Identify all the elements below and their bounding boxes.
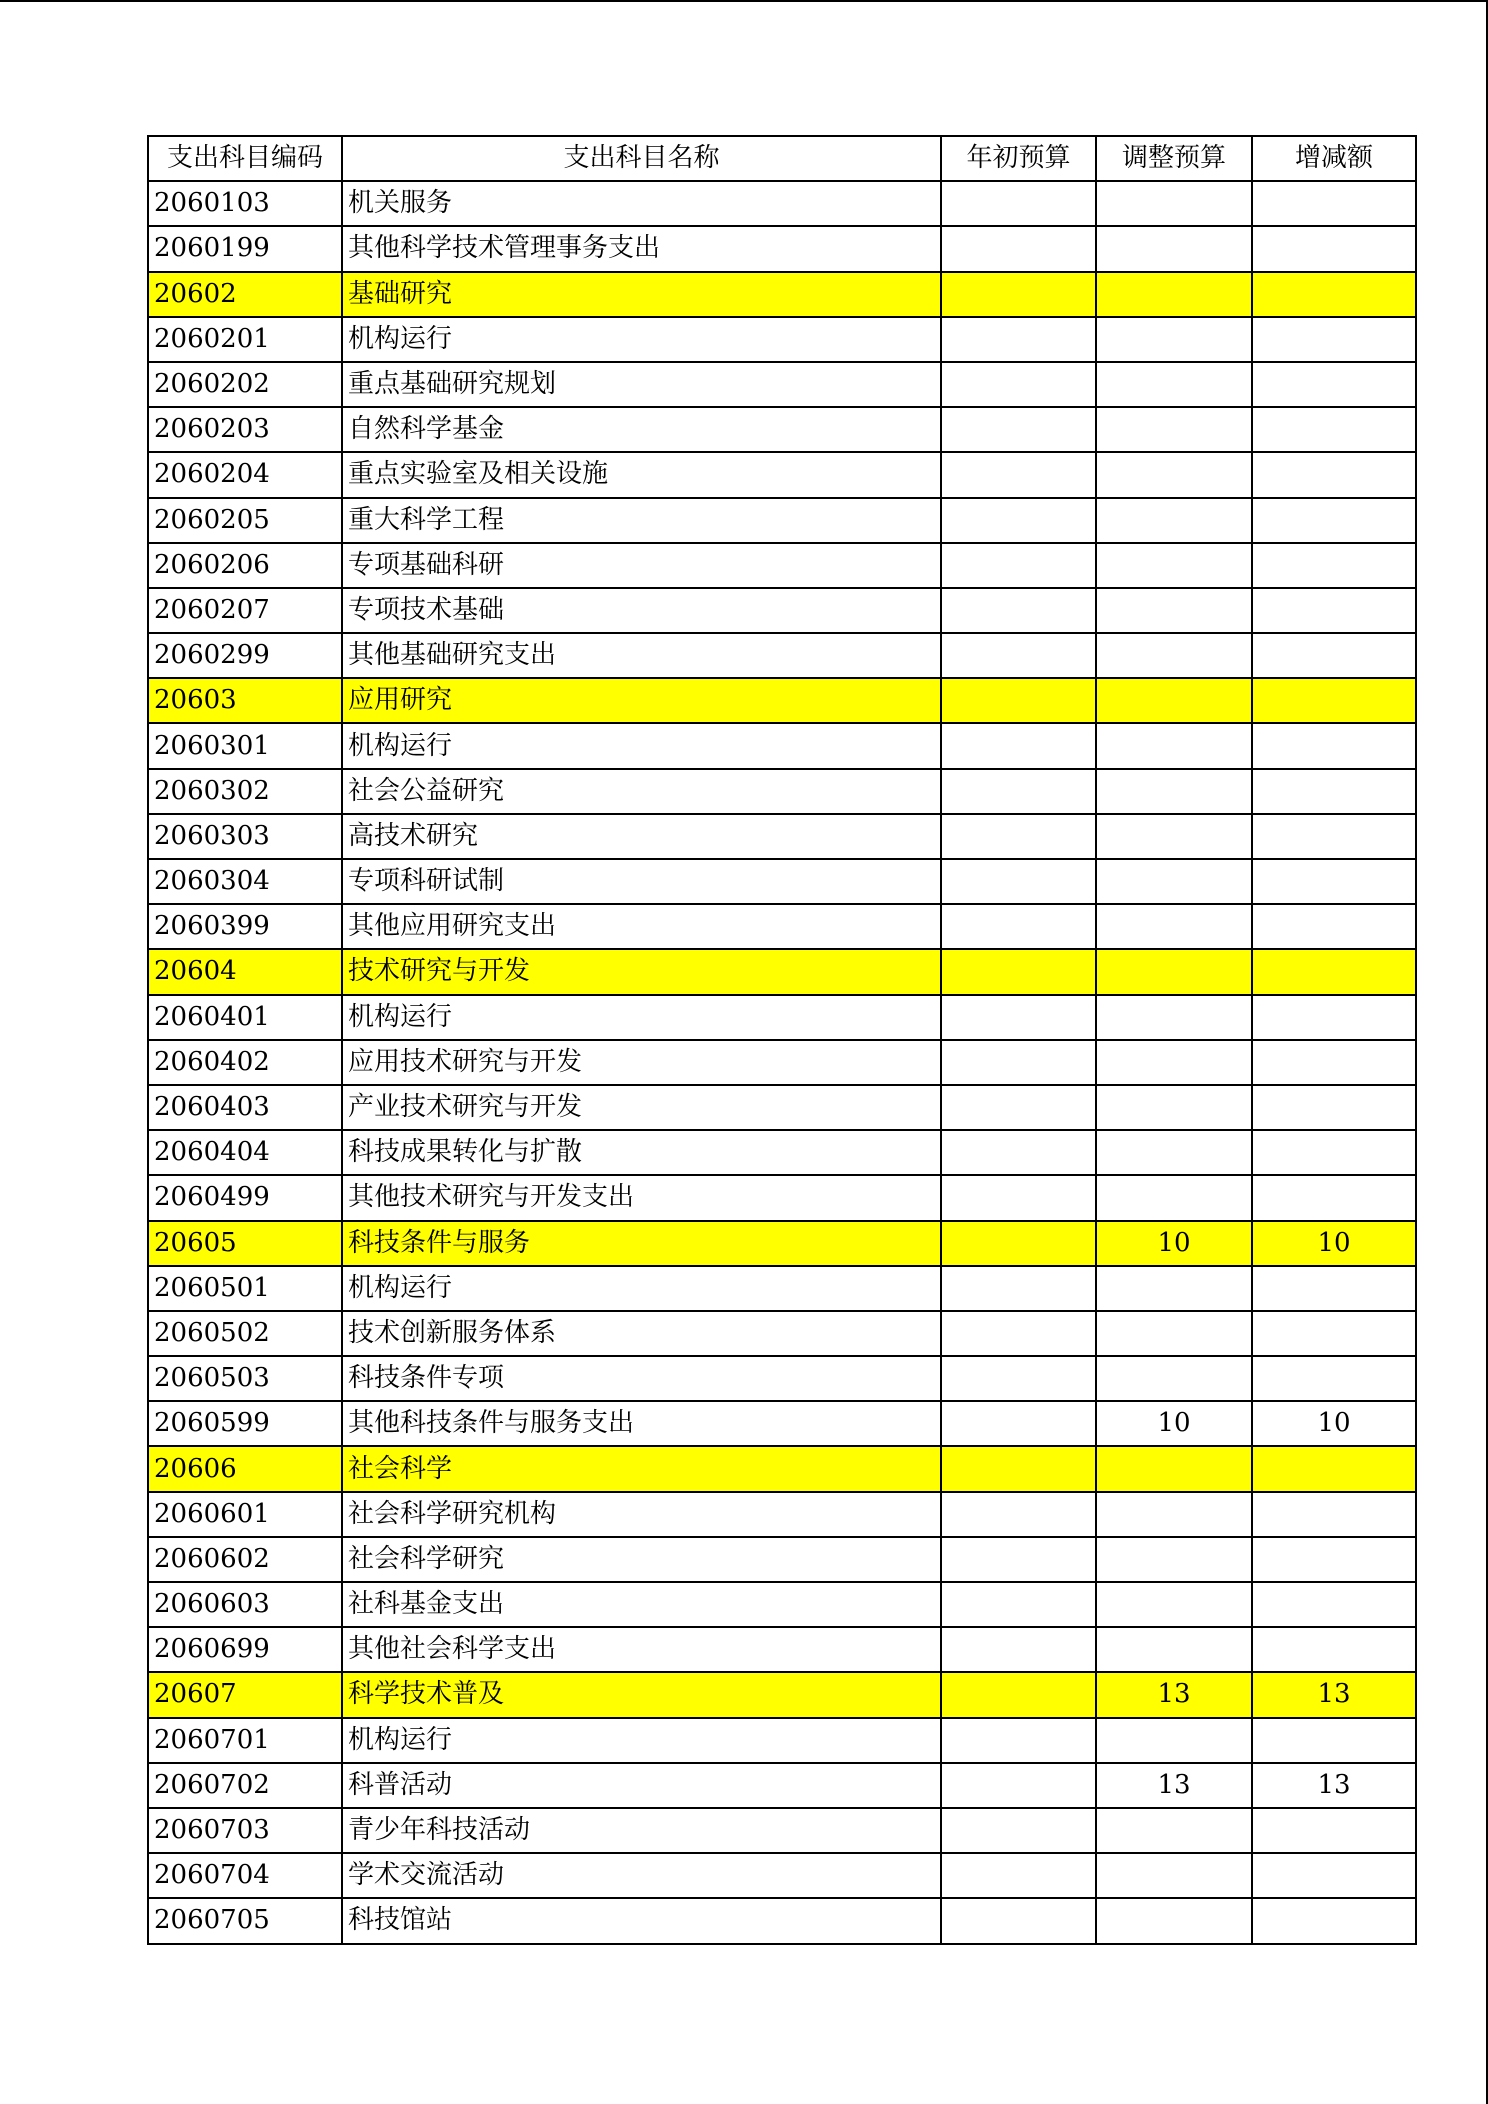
table-row: [148, 407, 1416, 452]
cell-initial-budget: [941, 588, 1096, 633]
table-row: [148, 1492, 1416, 1537]
table-row: [148, 1537, 1416, 1582]
cell-name: 社会科学: [342, 1446, 941, 1491]
cell-code: 2060603: [148, 1582, 342, 1627]
cell-name: 技术研究与开发: [342, 949, 941, 994]
table-row: [148, 769, 1416, 814]
cell-initial-budget: [941, 452, 1096, 497]
cell-adjusted-budget: [1096, 181, 1252, 226]
cell-name: 机构运行: [342, 723, 941, 768]
cell-name: 科技条件与服务: [342, 1221, 941, 1266]
cell-initial-budget: [941, 723, 1096, 768]
cell-initial-budget: [941, 1627, 1096, 1672]
cell-name: 机构运行: [342, 1266, 941, 1311]
cell-name: 社科基金支出: [342, 1582, 941, 1627]
cell-change-amount: [1252, 226, 1416, 271]
cell-change-amount: [1252, 723, 1416, 768]
table-row: [148, 362, 1416, 407]
cell-change-amount: [1252, 859, 1416, 904]
cell-change-amount: [1252, 588, 1416, 633]
cell-change-amount: [1252, 1718, 1416, 1763]
cell-code: 2060403: [148, 1085, 342, 1130]
cell-initial-budget: [941, 678, 1096, 723]
cell-code: 2060202: [148, 362, 342, 407]
cell-name: 重大科学工程: [342, 498, 941, 543]
cell-adjusted-budget: [1096, 1130, 1252, 1175]
cell-adjusted-budget: [1096, 633, 1252, 678]
cell-change-amount: [1252, 317, 1416, 362]
cell-code: 2060399: [148, 904, 342, 949]
cell-code: 2060201: [148, 317, 342, 362]
cell-code: 2060701: [148, 1718, 342, 1763]
cell-initial-budget: [941, 1808, 1096, 1853]
cell-code: 2060703: [148, 1808, 342, 1853]
table-row: [148, 859, 1416, 904]
cell-initial-budget: [941, 1446, 1096, 1491]
cell-adjusted-budget: [1096, 859, 1252, 904]
cell-change-amount: [1252, 1356, 1416, 1401]
cell-adjusted-budget: 13: [1096, 1763, 1252, 1808]
cell-change-amount: [1252, 1085, 1416, 1130]
cell-name: 自然科学基金: [342, 407, 941, 452]
budget-table: [147, 135, 1417, 1945]
table-row: [148, 1040, 1416, 1085]
cell-initial-budget: [941, 272, 1096, 317]
cell-adjusted-budget: [1096, 723, 1252, 768]
cell-initial-budget: [941, 317, 1096, 362]
cell-adjusted-budget: [1096, 1582, 1252, 1627]
table-row: [148, 1130, 1416, 1175]
cell-code: 2060502: [148, 1311, 342, 1356]
cell-adjusted-budget: [1096, 995, 1252, 1040]
cell-name: 科学技术普及: [342, 1672, 941, 1717]
cell-adjusted-budget: [1096, 1808, 1252, 1853]
cell-adjusted-budget: [1096, 407, 1252, 452]
cell-code: 2060702: [148, 1763, 342, 1808]
cell-adjusted-budget: [1096, 498, 1252, 543]
cell-change-amount: 13: [1252, 1672, 1416, 1717]
cell-name: 社会科学研究机构: [342, 1492, 941, 1537]
cell-initial-budget: [941, 1175, 1096, 1220]
cell-name: 科技成果转化与扩散: [342, 1130, 941, 1175]
cell-adjusted-budget: [1096, 1040, 1252, 1085]
table-row: [148, 723, 1416, 768]
table-row: [148, 814, 1416, 859]
cell-code: 2060204: [148, 452, 342, 497]
table-row: [148, 1763, 1416, 1808]
table-row-category: [148, 1221, 1416, 1266]
cell-change-amount: [1252, 678, 1416, 723]
table-header: [148, 136, 1416, 181]
cell-adjusted-budget: [1096, 814, 1252, 859]
cell-change-amount: [1252, 362, 1416, 407]
cell-code: 20603: [148, 678, 342, 723]
cell-adjusted-budget: [1096, 1311, 1252, 1356]
table-row: [148, 226, 1416, 271]
cell-initial-budget: [941, 949, 1096, 994]
cell-code: 2060602: [148, 1537, 342, 1582]
cell-initial-budget: [941, 498, 1096, 543]
cell-initial-budget: [941, 633, 1096, 678]
cell-code: 20605: [148, 1221, 342, 1266]
table-row: [148, 1401, 1416, 1446]
cell-name: 青少年科技活动: [342, 1808, 941, 1853]
cell-name: 机构运行: [342, 1718, 941, 1763]
cell-adjusted-budget: [1096, 949, 1252, 994]
cell-code: 2060302: [148, 769, 342, 814]
cell-code: 2060599: [148, 1401, 342, 1446]
header-code: 支出科目编码: [148, 136, 342, 181]
cell-change-amount: [1252, 1266, 1416, 1311]
header-initial-budget: 年初预算: [941, 136, 1096, 181]
cell-code: 20604: [148, 949, 342, 994]
cell-code: 2060205: [148, 498, 342, 543]
cell-code: 2060303: [148, 814, 342, 859]
cell-code: 2060299: [148, 633, 342, 678]
cell-initial-budget: [941, 1221, 1096, 1266]
cell-code: 2060699: [148, 1627, 342, 1672]
cell-name: 社会科学研究: [342, 1537, 941, 1582]
cell-adjusted-budget: [1096, 1175, 1252, 1220]
table-body: [148, 181, 1416, 1943]
table-row-category: [148, 949, 1416, 994]
cell-change-amount: [1252, 543, 1416, 588]
cell-change-amount: [1252, 1582, 1416, 1627]
cell-adjusted-budget: [1096, 1266, 1252, 1311]
cell-change-amount: [1252, 272, 1416, 317]
cell-code: 2060301: [148, 723, 342, 768]
cell-change-amount: [1252, 1808, 1416, 1853]
table-row: [148, 1853, 1416, 1898]
cell-name: 科技馆站: [342, 1898, 941, 1943]
cell-change-amount: [1252, 452, 1416, 497]
cell-adjusted-budget: [1096, 1085, 1252, 1130]
cell-name: 产业技术研究与开发: [342, 1085, 941, 1130]
cell-adjusted-budget: [1096, 1356, 1252, 1401]
cell-code: 2060503: [148, 1356, 342, 1401]
cell-initial-budget: [941, 362, 1096, 407]
cell-name: 技术创新服务体系: [342, 1311, 941, 1356]
table-row: [148, 498, 1416, 543]
table-row: [148, 1311, 1416, 1356]
table-row: [148, 904, 1416, 949]
table-row-category: [148, 1672, 1416, 1717]
cell-change-amount: 13: [1252, 1763, 1416, 1808]
page-top-border: [0, 0, 1488, 2]
cell-name: 基础研究: [342, 272, 941, 317]
table-row: [148, 1266, 1416, 1311]
cell-initial-budget: [941, 1085, 1096, 1130]
cell-name: 其他社会科学支出: [342, 1627, 941, 1672]
cell-adjusted-budget: 10: [1096, 1401, 1252, 1446]
cell-initial-budget: [941, 1672, 1096, 1717]
cell-initial-budget: [941, 769, 1096, 814]
table-row-category: [148, 1446, 1416, 1491]
cell-change-amount: [1252, 1446, 1416, 1491]
cell-adjusted-budget: [1096, 1718, 1252, 1763]
cell-adjusted-budget: [1096, 543, 1252, 588]
cell-initial-budget: [941, 1582, 1096, 1627]
cell-initial-budget: [941, 543, 1096, 588]
cell-change-amount: [1252, 995, 1416, 1040]
cell-initial-budget: [941, 1266, 1096, 1311]
cell-adjusted-budget: [1096, 769, 1252, 814]
cell-name: 其他基础研究支出: [342, 633, 941, 678]
cell-adjusted-budget: [1096, 272, 1252, 317]
cell-change-amount: [1252, 1492, 1416, 1537]
cell-change-amount: [1252, 181, 1416, 226]
cell-adjusted-budget: [1096, 362, 1252, 407]
cell-code: 2060103: [148, 181, 342, 226]
cell-name: 机构运行: [342, 995, 941, 1040]
cell-code: 2060404: [148, 1130, 342, 1175]
cell-code: 2060704: [148, 1853, 342, 1898]
cell-name: 科技条件专项: [342, 1356, 941, 1401]
cell-change-amount: [1252, 769, 1416, 814]
header-name: 支出科目名称: [342, 136, 941, 181]
cell-name: 其他科学技术管理事务支出: [342, 226, 941, 271]
table-row-category: [148, 678, 1416, 723]
cell-change-amount: [1252, 1898, 1416, 1943]
cell-code: 20602: [148, 272, 342, 317]
cell-code: 2060304: [148, 859, 342, 904]
cell-adjusted-budget: [1096, 1853, 1252, 1898]
table-row: [148, 181, 1416, 226]
cell-adjusted-budget: [1096, 1492, 1252, 1537]
cell-initial-budget: [941, 814, 1096, 859]
cell-change-amount: [1252, 633, 1416, 678]
cell-initial-budget: [941, 995, 1096, 1040]
cell-initial-budget: [941, 1492, 1096, 1537]
cell-name: 机构运行: [342, 317, 941, 362]
cell-adjusted-budget: [1096, 226, 1252, 271]
cell-code: 2060199: [148, 226, 342, 271]
table-row: [148, 317, 1416, 362]
cell-change-amount: [1252, 1040, 1416, 1085]
header-adjusted-budget: 调整预算: [1096, 136, 1252, 181]
cell-code: 2060203: [148, 407, 342, 452]
cell-change-amount: [1252, 498, 1416, 543]
cell-code: 2060499: [148, 1175, 342, 1220]
cell-code: 2060501: [148, 1266, 342, 1311]
cell-name: 学术交流活动: [342, 1853, 941, 1898]
table-row: [148, 1582, 1416, 1627]
cell-initial-budget: [941, 226, 1096, 271]
table-row: [148, 995, 1416, 1040]
cell-initial-budget: [941, 1718, 1096, 1763]
header-row: [148, 136, 1416, 181]
cell-code: 2060601: [148, 1492, 342, 1537]
cell-adjusted-budget: [1096, 588, 1252, 633]
table-row: [148, 1898, 1416, 1943]
cell-change-amount: 10: [1252, 1221, 1416, 1266]
cell-initial-budget: [941, 1537, 1096, 1582]
cell-name: 重点实验室及相关设施: [342, 452, 941, 497]
cell-code: 2060705: [148, 1898, 342, 1943]
cell-name: 机关服务: [342, 181, 941, 226]
cell-initial-budget: [941, 1040, 1096, 1085]
cell-adjusted-budget: 13: [1096, 1672, 1252, 1717]
cell-adjusted-budget: [1096, 1627, 1252, 1672]
cell-adjusted-budget: [1096, 452, 1252, 497]
table-row: [148, 1808, 1416, 1853]
cell-name: 社会公益研究: [342, 769, 941, 814]
cell-initial-budget: [941, 1853, 1096, 1898]
cell-change-amount: [1252, 1853, 1416, 1898]
cell-adjusted-budget: [1096, 317, 1252, 362]
table-row: [148, 452, 1416, 497]
cell-initial-budget: [941, 1356, 1096, 1401]
cell-initial-budget: [941, 1898, 1096, 1943]
cell-name: 专项技术基础: [342, 588, 941, 633]
cell-change-amount: [1252, 1175, 1416, 1220]
cell-initial-budget: [941, 1763, 1096, 1808]
cell-code: 2060401: [148, 995, 342, 1040]
cell-name: 专项基础科研: [342, 543, 941, 588]
cell-change-amount: [1252, 949, 1416, 994]
table-row-category: [148, 272, 1416, 317]
cell-initial-budget: [941, 859, 1096, 904]
cell-change-amount: [1252, 1627, 1416, 1672]
cell-initial-budget: [941, 904, 1096, 949]
table-row: [148, 588, 1416, 633]
cell-code: 20607: [148, 1672, 342, 1717]
cell-adjusted-budget: [1096, 1537, 1252, 1582]
table-row: [148, 543, 1416, 588]
cell-initial-budget: [941, 407, 1096, 452]
cell-initial-budget: [941, 181, 1096, 226]
cell-adjusted-budget: [1096, 678, 1252, 723]
table-row: [148, 1085, 1416, 1130]
cell-code: 2060207: [148, 588, 342, 633]
cell-adjusted-budget: 10: [1096, 1221, 1252, 1266]
cell-code: 20606: [148, 1446, 342, 1491]
cell-name: 其他科技条件与服务支出: [342, 1401, 941, 1446]
cell-code: 2060402: [148, 1040, 342, 1085]
cell-name: 其他应用研究支出: [342, 904, 941, 949]
table-row: [148, 633, 1416, 678]
cell-change-amount: 10: [1252, 1401, 1416, 1446]
cell-name: 重点基础研究规划: [342, 362, 941, 407]
header-change-amount: 增减额: [1252, 136, 1416, 181]
cell-name: 应用技术研究与开发: [342, 1040, 941, 1085]
cell-name: 专项科研试制: [342, 859, 941, 904]
cell-name: 科普活动: [342, 1763, 941, 1808]
cell-change-amount: [1252, 1130, 1416, 1175]
cell-change-amount: [1252, 814, 1416, 859]
cell-change-amount: [1252, 1311, 1416, 1356]
table-row: [148, 1627, 1416, 1672]
table-row: [148, 1356, 1416, 1401]
cell-name: 应用研究: [342, 678, 941, 723]
cell-change-amount: [1252, 407, 1416, 452]
cell-initial-budget: [941, 1311, 1096, 1356]
cell-initial-budget: [941, 1401, 1096, 1446]
cell-name: 其他技术研究与开发支出: [342, 1175, 941, 1220]
table-row: [148, 1718, 1416, 1763]
cell-name: 高技术研究: [342, 814, 941, 859]
cell-change-amount: [1252, 1537, 1416, 1582]
cell-adjusted-budget: [1096, 1898, 1252, 1943]
cell-change-amount: [1252, 904, 1416, 949]
cell-code: 2060206: [148, 543, 342, 588]
cell-initial-budget: [941, 1130, 1096, 1175]
cell-adjusted-budget: [1096, 904, 1252, 949]
cell-adjusted-budget: [1096, 1446, 1252, 1491]
table-row: [148, 1175, 1416, 1220]
